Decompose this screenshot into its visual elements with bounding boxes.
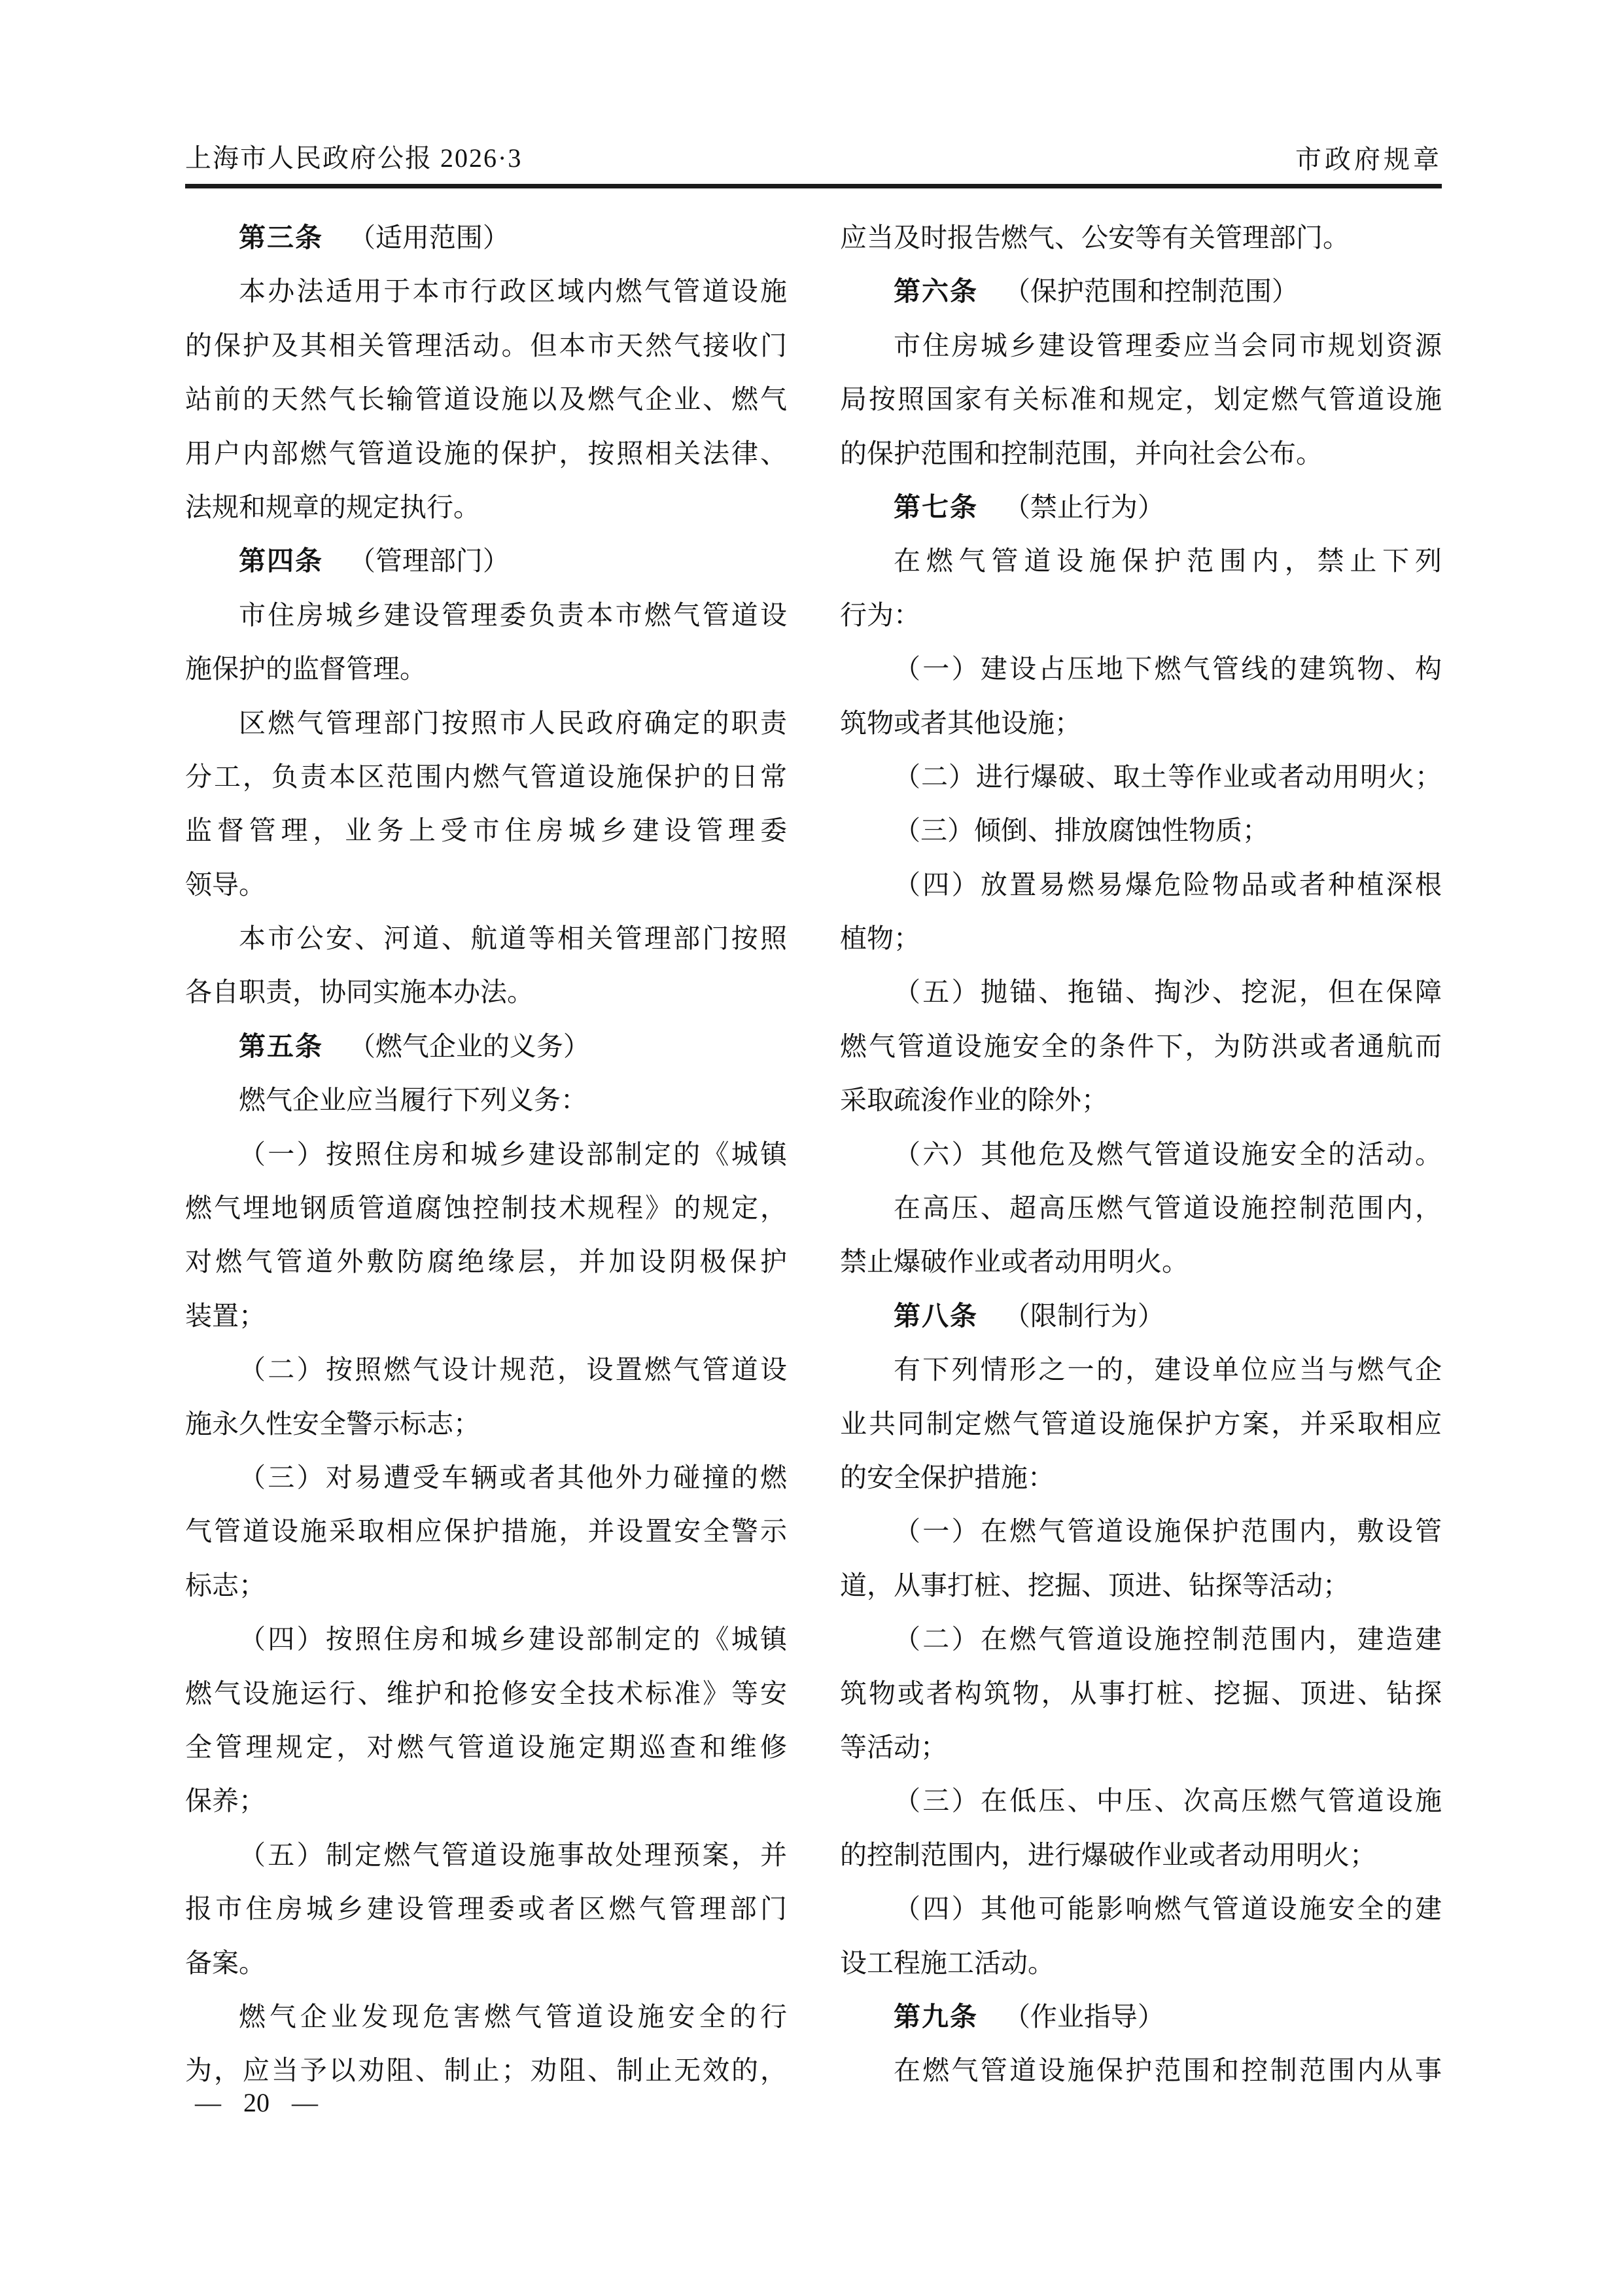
header-rule bbox=[185, 184, 1442, 188]
article-heading bbox=[185, 1029, 787, 1082]
text-line: 各自职责，协同实施本办法。 bbox=[185, 977, 534, 1008]
text-line: 装置； bbox=[185, 1300, 266, 1331]
text-line: 用户内部燃气管道设施的保护，按照相关法律、 bbox=[185, 438, 787, 468]
text-line: 标志； bbox=[185, 1570, 266, 1600]
text-line: （一）在燃气管道设施保护范围内，敷设管 bbox=[894, 1516, 1442, 1547]
text-line: 本市公安、河道、航道等相关管理部门按照 bbox=[239, 923, 787, 954]
article-number: 第五条 bbox=[239, 1031, 323, 1061]
page-number: — 20 — bbox=[195, 2088, 318, 2117]
text-line: （一）建设占压地下燃气管线的建筑物、构 bbox=[894, 654, 1442, 684]
gazette-title: 上海市人民政府公报 2026·3 bbox=[185, 143, 523, 173]
text-line: 全管理规定，对燃气管道设施定期巡查和维修 bbox=[185, 1731, 787, 1762]
article-title: （限制行为） bbox=[1003, 1300, 1164, 1331]
text-line: 在燃气管道设施保护范围和控制范围内从事 bbox=[894, 2055, 1442, 2086]
text-line: 在高压、超高压燃气管道设施控制范围内， bbox=[894, 1193, 1442, 1224]
text-line: 植物； bbox=[840, 923, 920, 954]
text-line: 燃气管道设施安全的条件下，为防洪或者通航而 bbox=[840, 1031, 1442, 1061]
text-line: （二）在燃气管道设施控制范围内，建造建 bbox=[894, 1624, 1442, 1655]
text-line: （三）在低压、中压、次高压燃气管道设施 bbox=[894, 1786, 1442, 1816]
article-heading bbox=[840, 274, 1442, 327]
text-line: 有下列情形之一的，建设单位应当与燃气企 bbox=[894, 1354, 1442, 1385]
text-line: 站前的天然气长输管道设施以及燃气企业、燃气 bbox=[185, 384, 787, 415]
right-column bbox=[840, 220, 1442, 2107]
article-title: （保护范围和控制范围） bbox=[1003, 276, 1299, 307]
text-line: 备案。 bbox=[185, 1947, 266, 1978]
text-line: 监督管理，业务上受市住房城乡建设管理委 bbox=[185, 815, 787, 846]
text-line: 的控制范围内，进行爆破作业或者动用明火； bbox=[840, 1839, 1376, 1870]
text-line: 本办法适用于本市行政区域内燃气管道设施 bbox=[239, 276, 787, 307]
text-line: 市住房城乡建设管理委负责本市燃气管道设 bbox=[239, 599, 787, 630]
text-line: 应当及时报告燃气、公安等有关管理部门。 bbox=[840, 222, 1350, 253]
text-line: 设工程施工活动。 bbox=[840, 1947, 1055, 1978]
text-line: （六）其他危及燃气管道设施安全的活动。 bbox=[894, 1139, 1442, 1169]
text-line: 分工，负责本区范围内燃气管道设施保护的日常 bbox=[185, 761, 787, 792]
article-title: （适用范围） bbox=[348, 222, 510, 253]
article-title: （作业指导） bbox=[1003, 2001, 1164, 2032]
text-line: （三）对易遭受车辆或者其他外力碰撞的燃 bbox=[239, 1462, 787, 1492]
text-line: （五）制定燃气管道设施事故处理预案，并 bbox=[239, 1839, 787, 1870]
text-line: 的保护范围和控制范围，并向社会公布。 bbox=[840, 438, 1323, 468]
text-line: （三）倾倒、排放腐蚀性物质； bbox=[894, 815, 1269, 846]
section-label: 市政府规章 bbox=[1295, 145, 1442, 174]
text-line: （四）其他可能影响燃气管道设施安全的建 bbox=[894, 1894, 1442, 1924]
article-heading bbox=[840, 1999, 1442, 2053]
text-line: 气管道设施采取相应保护措施，并设置安全警示 bbox=[185, 1516, 787, 1547]
text-line: 区燃气管理部门按照市人民政府确定的职责 bbox=[239, 707, 787, 738]
text-line: （一）按照住房和城乡建设部制定的《城镇 bbox=[239, 1139, 787, 1169]
text-line: 的安全保护措施： bbox=[840, 1462, 1055, 1492]
article-title: （燃气企业的义务） bbox=[348, 1031, 590, 1061]
text-line: 禁止爆破作业或者动用明火。 bbox=[840, 1246, 1189, 1277]
text-line: （五）抛锚、拖锚、掏沙、挖泥，但在保障 bbox=[894, 977, 1442, 1008]
text-line: 领导。 bbox=[185, 869, 266, 900]
text-line: 施保护的监督管理。 bbox=[185, 654, 427, 684]
text-line: 报市住房城乡建设管理委或者区燃气管理部门 bbox=[185, 1894, 787, 1924]
text-line: 对燃气管道外敷防腐绝缘层，并加设阴极保护 bbox=[185, 1246, 787, 1277]
article-number: 第九条 bbox=[894, 2001, 978, 2032]
text-line: 在燃气管道设施保护范围内，禁止下列 bbox=[894, 546, 1442, 576]
text-line: 筑物或者其他设施； bbox=[840, 707, 1081, 738]
article-number: 第三条 bbox=[239, 222, 323, 253]
article-number: 第六条 bbox=[894, 276, 978, 307]
text-line: （二）按照燃气设计规范，设置燃气管道设 bbox=[239, 1354, 787, 1385]
text-line: 市住房城乡建设管理委应当会同市规划资源 bbox=[894, 330, 1442, 361]
text-line: 保养； bbox=[185, 1786, 266, 1816]
text-line: （二）进行爆破、取土等作业或者动用明火； bbox=[894, 761, 1442, 792]
text-line: （四）放置易燃易爆危险物品或者种植深根 bbox=[894, 869, 1442, 900]
text-line: 燃气设施运行、维护和抢修安全技术标准》等安 bbox=[185, 1678, 787, 1708]
text-line: 行为： bbox=[840, 599, 920, 630]
left-column bbox=[185, 220, 787, 2107]
article-heading bbox=[840, 1298, 1442, 1352]
article-heading bbox=[185, 220, 787, 274]
text-line: 局按照国家有关标准和规定，划定燃气管道设施 bbox=[840, 384, 1442, 415]
article-heading bbox=[185, 543, 787, 597]
text-line: 燃气埋地钢质管道腐蚀控制技术规程》的规定， bbox=[185, 1193, 787, 1224]
article-title: （管理部门） bbox=[348, 546, 510, 576]
article-title: （禁止行为） bbox=[1003, 491, 1164, 522]
article-number: 第七条 bbox=[894, 491, 978, 522]
article-heading bbox=[840, 489, 1442, 543]
article-number: 第八条 bbox=[894, 1300, 978, 1331]
text-line: 采取疏浚作业的除外； bbox=[840, 1085, 1108, 1116]
text-line: 燃气企业发现危害燃气管道设施安全的行 bbox=[239, 2001, 787, 2032]
text-line: （四）按照住房和城乡建设部制定的《城镇 bbox=[239, 1624, 787, 1655]
text-line: 法规和规章的规定执行。 bbox=[185, 491, 480, 522]
article-number: 第四条 bbox=[239, 546, 323, 576]
text-line: 等活动； bbox=[840, 1731, 947, 1762]
text-line: 为，应当予以劝阻、制止；劝阻、制止无效的， bbox=[185, 2055, 787, 2086]
text-line: 燃气企业应当履行下列义务： bbox=[239, 1085, 587, 1116]
text-line: 的保护及其相关管理活动。但本市天然气接收门 bbox=[185, 330, 787, 361]
text-line: 道，从事打桩、挖掘、顶进、钻探等活动； bbox=[840, 1570, 1350, 1600]
text-line: 筑物或者构筑物，从事打桩、挖掘、顶进、钻探 bbox=[840, 1678, 1442, 1708]
text-line: 施永久性安全警示标志； bbox=[185, 1408, 480, 1439]
text-line: 业共同制定燃气管道设施保护方案，并采取相应 bbox=[840, 1408, 1442, 1439]
